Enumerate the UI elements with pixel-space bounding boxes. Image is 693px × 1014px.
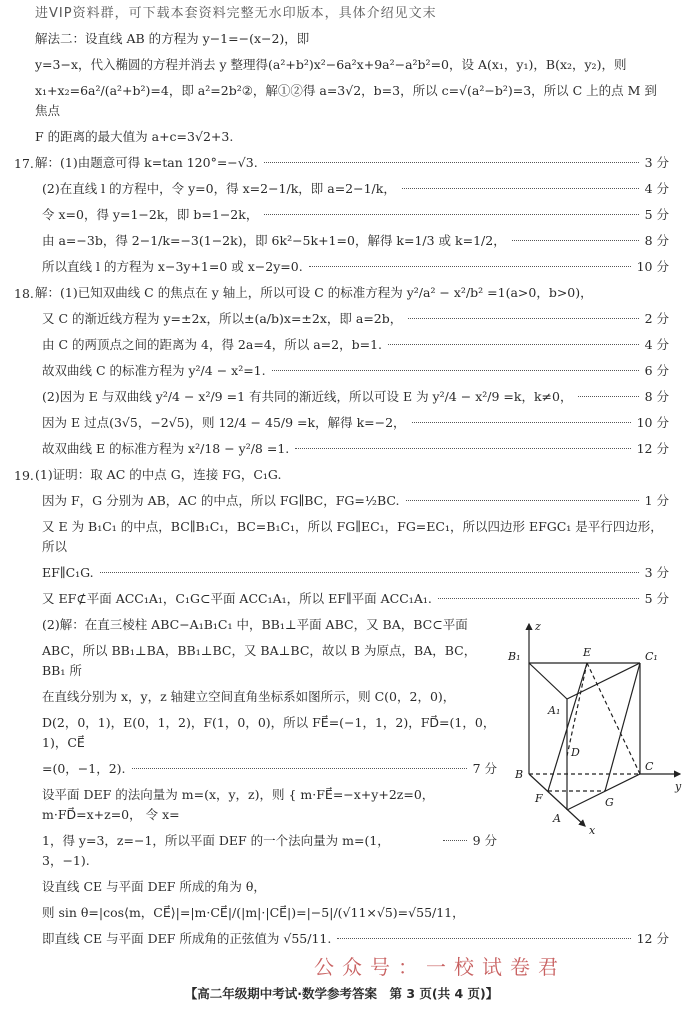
line-text: D(2，0，1)，E(0，1，2)，F(1，0，0)，所以 FE⃗=(−1，1，2)，FD⃗=(1，0，1)，CE⃗	[42, 715, 496, 750]
answer-line	[42, 358, 669, 384]
vip-banner: 进VIP资料群，可下载本套资料完整无水印版本，具体介绍见文末	[35, 6, 437, 21]
leader-dots	[438, 598, 639, 599]
leader-dots	[132, 768, 467, 769]
score-label: 5 分	[644, 207, 669, 222]
figure-label: A₁	[548, 704, 561, 717]
question-19	[14, 462, 682, 952]
answer-line	[42, 926, 669, 952]
figure-label: D	[571, 746, 580, 759]
figure-column	[505, 616, 693, 839]
score-label: 2 分	[644, 311, 669, 326]
answer-line	[42, 202, 669, 228]
segment-de	[567, 663, 587, 756]
edge-ac	[567, 774, 640, 810]
leader-dots	[443, 840, 467, 841]
line-text: 即直线 CE 与平面 DEF 所成角的正弦值为 √55/11.	[42, 931, 332, 946]
answer-line	[42, 436, 669, 462]
answer-line	[42, 410, 669, 436]
line-text: 由 C 的两顶点之间的距离为 4，得 2a=4，所以 a=2，b=1.	[42, 337, 382, 352]
leader-dots	[578, 396, 638, 397]
score-label: 10 分	[636, 415, 669, 430]
answer-line	[35, 52, 669, 78]
score-label: 5 分	[644, 591, 669, 606]
line-text: 故双曲线 E 的标准方程为 x²/18 − y²/8 =1.	[42, 441, 290, 456]
score-label: 1 分	[644, 493, 669, 508]
answer-line	[42, 900, 497, 926]
line-text: 又 EF⊄平面 ACC₁A₁，C₁G⊂平面 ACC₁A₁，所以 EF∥平面 ACC₁A₁.	[42, 591, 432, 606]
line-text: 令 x=0，得 y=1−2k，即 b=1−2k，	[42, 207, 259, 222]
part-1	[35, 462, 669, 612]
intro-block	[14, 26, 669, 150]
answer-line	[42, 638, 497, 684]
figure-label: C₁	[645, 650, 658, 663]
line-text: 又 E 为 B₁C₁ 的中点，BC∥B₁C₁，BC=B₁C₁，所以 FG∥EC₁，FG=EC₁，所以四边形 EFGC₁ 是平行四边形，所以	[42, 519, 663, 554]
question-18	[14, 280, 669, 462]
line-text: ABC，所以 BB₁⊥BA，BB₁⊥BC，又 BA⊥BC，故以 B 为原点，BA，BC，BB₁ 所	[42, 643, 477, 678]
page-footer: 【高二年级期中考试·数学参考答案 第 3 页(共 4 页)】	[184, 986, 499, 1001]
line-text: 因为 F，G 分别为 AB，AC 的中点，所以 FG∥BC，FG=½BC.	[42, 493, 400, 508]
answer-line	[42, 514, 669, 560]
figure-label: B	[515, 768, 524, 781]
figure-label: B₁	[508, 650, 521, 663]
part-2	[42, 612, 682, 926]
line-text: (2)解：在直三棱柱 ABC−A₁B₁C₁ 中，BB₁⊥平面 ABC，又 BA，BC⊂平面	[42, 617, 468, 632]
score-label: 4 分	[644, 181, 669, 196]
question-number: 17.	[14, 156, 34, 171]
figure-label: z	[535, 620, 541, 633]
leader-dots	[100, 572, 639, 573]
answer-line	[35, 124, 669, 150]
answer-line	[42, 710, 497, 756]
conclusion	[42, 926, 669, 952]
score-label: 3 分	[644, 155, 669, 170]
leader-dots	[309, 266, 631, 267]
answer-line	[42, 874, 497, 900]
answer-line	[42, 306, 669, 332]
score-label: 9 分	[472, 833, 497, 848]
figure-label: F	[535, 792, 543, 805]
part-2-text	[42, 612, 497, 926]
line-text: (2)因为 E 与双曲线 y²/4 − x²/9 =1 有共同的渐近线，所以可设 E 为 y²/4 − x²/9 =k，k≠0，	[42, 389, 573, 404]
line-text: =(0，−1，2).	[42, 761, 126, 776]
leader-dots	[337, 938, 630, 939]
answer-line	[42, 488, 669, 514]
leader-dots	[512, 240, 639, 241]
line-text: y=3−x，代入椭圆的方程并消去 y 整理得(a²+b²)x²−6a²x+9a²−a²b²=0，设 A(x₁，y₁)，B(x₂，y₂)，则	[35, 57, 627, 72]
answer-line	[35, 78, 669, 124]
answer-line	[42, 332, 669, 358]
leader-dots	[264, 162, 639, 163]
score-label: 10 分	[636, 259, 669, 274]
leader-dots	[408, 318, 638, 319]
answer-line	[35, 280, 669, 306]
answer-line	[35, 150, 669, 176]
question-17	[14, 150, 669, 280]
line-text: 则 sin θ=|cos⟨m，CE⃗⟩|=|m·CE⃗|/(|m|·|CE⃗|)=|−5|/(√11×√5)=√55/11，	[42, 905, 465, 920]
figure-label: E	[583, 646, 592, 659]
answer-line	[42, 176, 669, 202]
answer-line	[42, 384, 669, 410]
leader-dots	[272, 370, 639, 371]
edge-b1a1	[529, 663, 567, 699]
answer-line	[35, 26, 669, 52]
figure-label: C	[645, 760, 654, 773]
line-text: 解：(1)已知双曲线 C 的焦点在 y 轴上，所以可设 C 的标准方程为 y²/a² − x²/b² =1(a>0，b>0)，	[35, 285, 593, 300]
score-label: 8 分	[644, 389, 669, 404]
segment-ec	[587, 663, 640, 774]
line-text: F 的距离的最大值为 a+c=3√2+3.	[35, 129, 234, 144]
answer-line	[42, 756, 497, 782]
leader-dots	[406, 500, 639, 501]
line-text: 设直线 CE 与平面 DEF 所成的角为 θ，	[42, 879, 266, 894]
figure-label: A	[553, 812, 561, 825]
line-text: 设平面 DEF 的法向量为 m=(x，y，z)，则 { m·FE⃗=−x+y+2z=0， m·FD⃗=x+z=0， 令 x=	[42, 787, 435, 822]
line-text: (1)证明：取 AC 的中点 G，连接 FG，C₁G.	[35, 467, 282, 482]
leader-dots	[388, 344, 639, 345]
figure-label: G	[605, 796, 614, 809]
score-label: 4 分	[644, 337, 669, 352]
figure-label: y	[675, 780, 682, 793]
answer-line	[42, 254, 669, 280]
answer-line	[42, 612, 497, 638]
leader-dots	[402, 188, 639, 189]
figure-label: x	[589, 824, 596, 836]
line-text: 因为 E 过点(3√5，−2√5)，则 12/4 − 45/9 =k，解得 k=−2，	[42, 415, 406, 430]
watermark: 公众号：一校试卷君	[314, 955, 566, 979]
answer-line	[35, 462, 669, 488]
question-number: 19.	[14, 468, 34, 483]
line-text: 所以直线 l 的方程为 x−3y+1=0 或 x−2y=0.	[42, 259, 303, 274]
score-label: 6 分	[644, 363, 669, 378]
question-number: 18.	[14, 286, 34, 301]
leader-dots	[295, 448, 630, 449]
answer-line	[42, 684, 497, 710]
line-text: 1，得 y=3，z=−1，所以平面 DEF 的一个法向量为 m=(1，3，−1).	[42, 833, 390, 868]
answer-line	[42, 560, 669, 586]
score-label: 7 分	[472, 761, 497, 776]
line-text: 故双曲线 C 的标准方程为 y²/4 − x²=1.	[42, 363, 266, 378]
answer-line	[42, 228, 669, 254]
segment-c1g	[605, 663, 640, 791]
line-text: 解法二：设直线 AB 的方程为 y−1=−(x−2)，即	[35, 31, 310, 46]
leader-dots	[412, 422, 631, 423]
line-text: 解：(1)由题意可得 k=tan 120°=−√3.	[35, 155, 258, 170]
answer-line	[42, 782, 497, 828]
line-text: 由 a=−3b，得 2−1/k=−3(1−2k)，即 6k²−5k+1=0，解得 k=1/3 或 k=1/2，	[42, 233, 506, 248]
score-label: 12 分	[636, 441, 669, 456]
score-label: 12 分	[636, 931, 669, 946]
line-text: 在直线分别为 x，y，z 轴建立空间直角坐标系如图所示，则 C(0，2，0)，	[42, 689, 456, 704]
line-text: 又 C 的渐近线方程为 y=±2x，所以±(a/b)x=±2x，即 a=2b，	[42, 311, 403, 326]
prism-figure	[505, 616, 693, 836]
answer-line	[42, 828, 497, 874]
score-label: 3 分	[644, 565, 669, 580]
answer-line	[42, 586, 669, 612]
leader-dots	[264, 214, 638, 215]
line-text: EF∥C₁G.	[42, 565, 94, 580]
score-label: 8 分	[644, 233, 669, 248]
line-text: x₁+x₂=6a²/(a²+b²)=4，即 a²=2b²②，解①②得 a=3√2，b=3，所以 c=√(a²−b²)=3，所以 C 上的点 M 到焦点	[35, 83, 657, 118]
line-text: (2)在直线 l 的方程中，令 y=0，得 x=2−1/k，即 a=2−1/k，	[42, 181, 396, 196]
